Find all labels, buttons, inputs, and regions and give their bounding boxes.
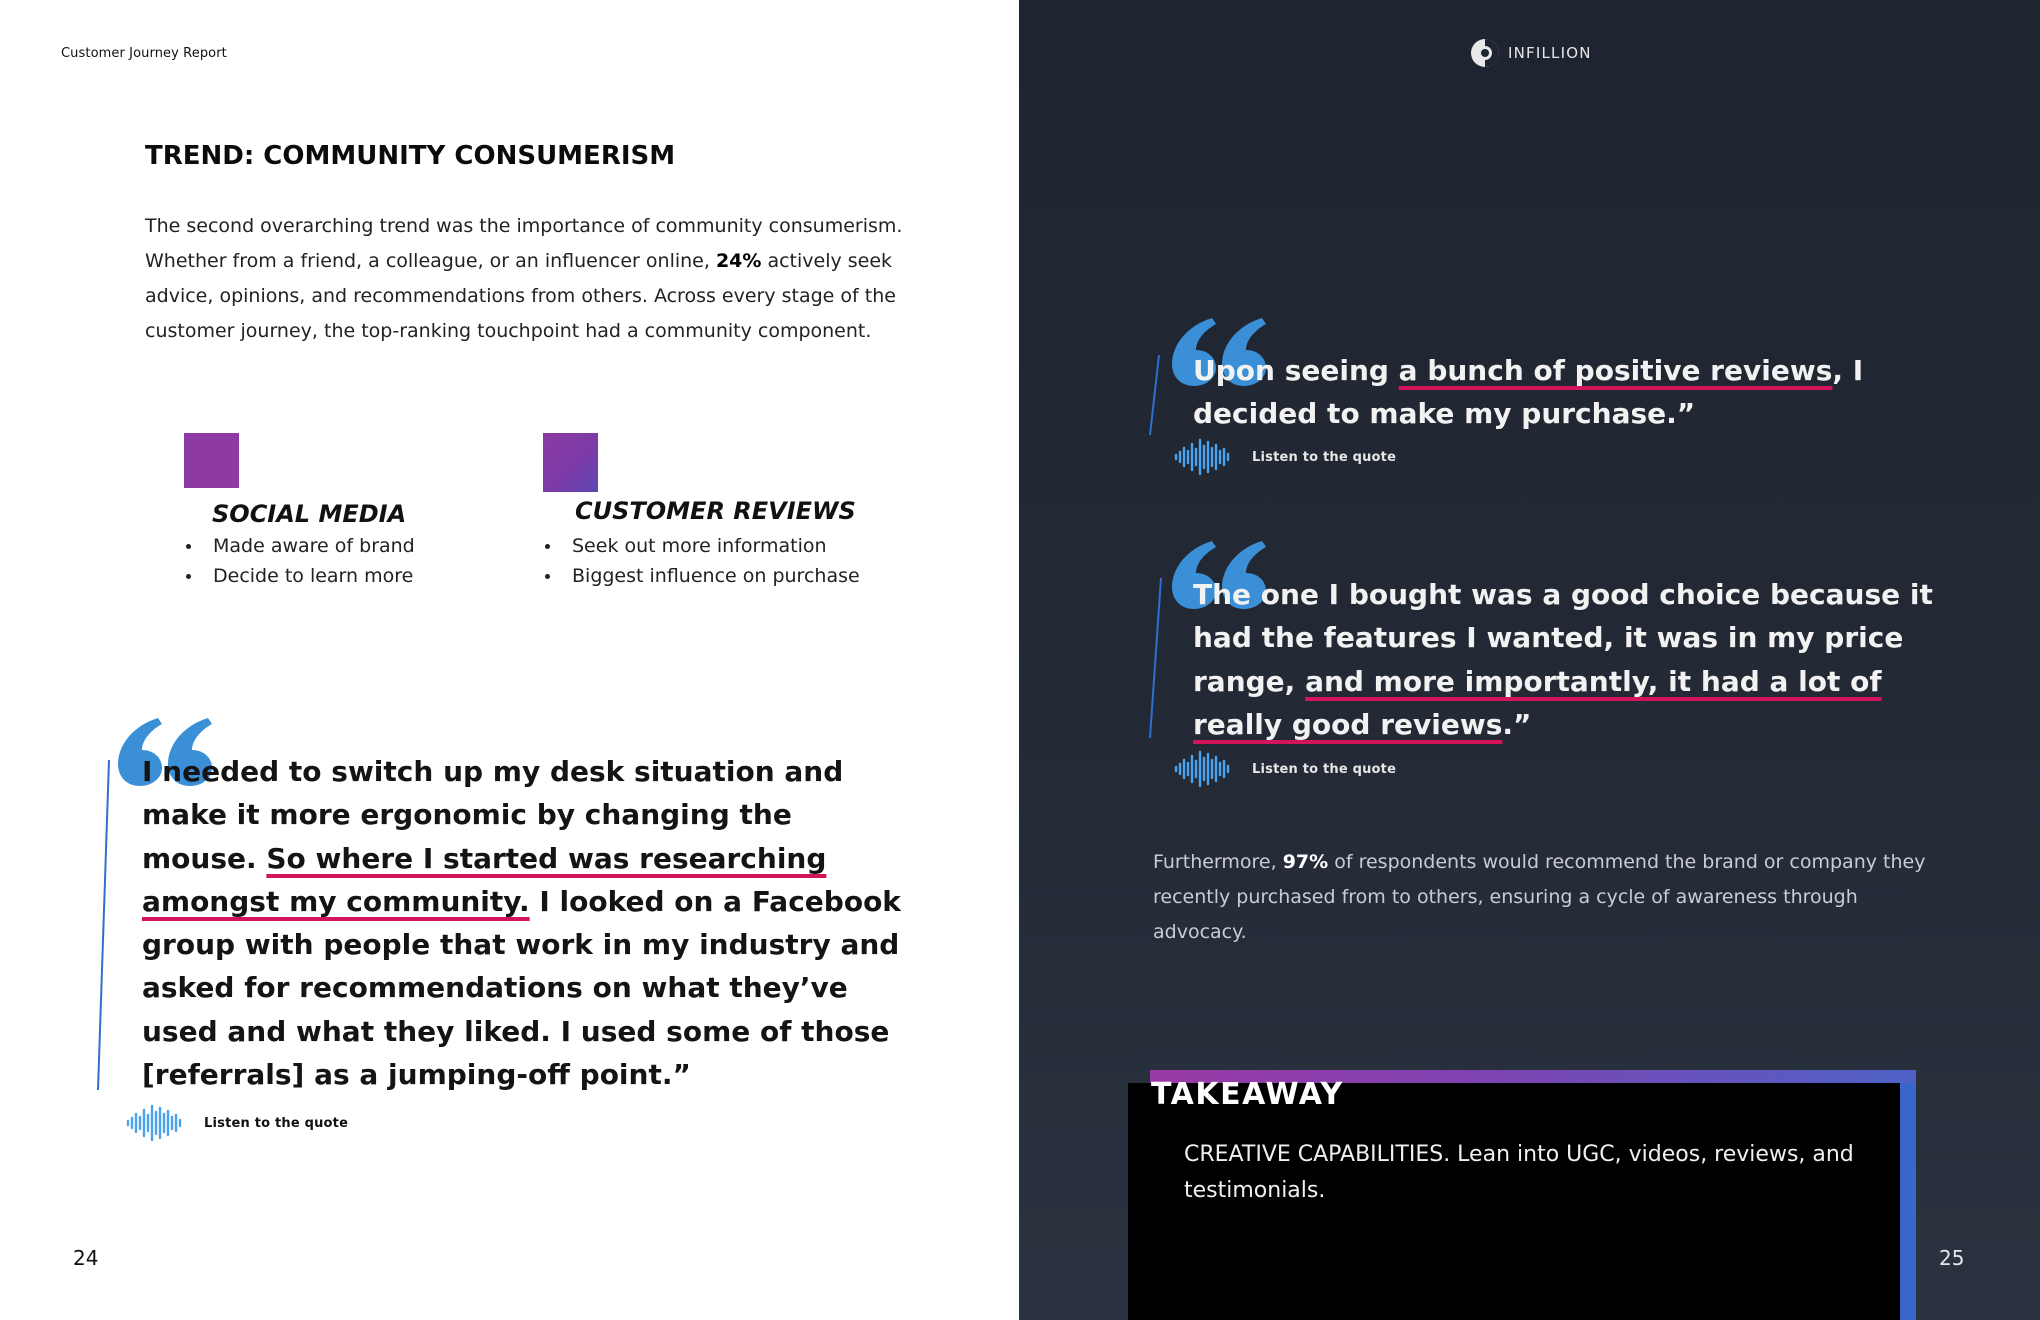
furthermore-paragraph — [1153, 845, 1933, 950]
quote-text: , I decided to make my purchase.” — [1193, 354, 1864, 431]
touchpoint-list-customer-reviews — [543, 531, 860, 591]
touchpoint-list-social-media — [184, 531, 415, 591]
intro-text-after: actively seek advice, opinions, and recommendations from others. Across every stage of the customer journey, the top-ranking touchpoint had a community component. — [145, 250, 896, 342]
soundwave-icon — [126, 1104, 184, 1142]
listen-label: Listen to the quote — [204, 1115, 349, 1131]
trend-title: TREND: COMMUNITY CONSUMERISM — [145, 141, 676, 171]
quote-text: .” — [1502, 707, 1532, 741]
listen-quote-button[interactable] — [126, 1104, 348, 1142]
furthermore-text-after: of respondents would recommend the brand or company they recently purchased from to others, ensuring a cycle of awareness through advocacy. — [1153, 851, 1926, 943]
logo-text: INFILLION — [1508, 44, 1592, 62]
listen-quote-button[interactable] — [1174, 750, 1396, 788]
list-item: Made aware of brand — [184, 531, 415, 561]
list-item: Decide to learn more — [184, 561, 415, 591]
quote-text: The one I bought was a good choice because it had the features I wanted, it was in my price range, — [1193, 578, 1933, 698]
customer-quote — [142, 750, 902, 1096]
infillion-logo — [1470, 38, 1592, 68]
soundwave-icon — [1174, 750, 1232, 788]
furthermore-stat: 97% — [1282, 851, 1329, 873]
quote-highlight: So where I started was researching amongst my community. — [142, 841, 827, 918]
quote-highlight: and more importantly, it had a lot of really good reviews — [1193, 664, 1882, 741]
takeaway-title: TAKEAWAY — [1151, 1077, 1344, 1112]
list-item: Biggest influence on purchase — [543, 561, 860, 591]
listen-label: Listen to the quote — [1252, 761, 1397, 777]
quote-bar-icon — [1148, 355, 1162, 435]
soundwave-icon — [1174, 438, 1232, 476]
listen-quote-button[interactable] — [1174, 438, 1396, 476]
page-number: 24 — [73, 1246, 99, 1270]
quote-text: Upon seeing — [1193, 354, 1399, 387]
left-page — [0, 0, 1019, 1320]
social-media-icon — [184, 433, 239, 488]
page-number: 25 — [1939, 1246, 1965, 1270]
listen-label: Listen to the quote — [1252, 449, 1397, 465]
customer-reviews-icon — [543, 433, 598, 492]
customer-quote — [1193, 349, 1973, 436]
quote-bar-icon — [96, 760, 112, 1090]
quote-bar-icon — [1148, 578, 1164, 738]
touchpoint-title-customer-reviews: CUSTOMER REVIEWS — [575, 497, 856, 525]
report-title: Customer Journey Report — [61, 46, 227, 61]
furthermore-text-before: Furthermore, — [1153, 851, 1283, 873]
intro-stat: 24% — [715, 250, 762, 272]
infillion-logo-icon — [1470, 38, 1500, 68]
quote-text: I looked on a Facebook group with people that work in my industry and asked for recommendations on what they’ve used and what they liked. I used some of those [referrals] as a jumping-off point.” — [142, 884, 901, 1092]
intro-paragraph — [145, 209, 925, 349]
list-item: Seek out more information — [543, 531, 860, 561]
customer-quote — [1193, 573, 1973, 746]
quote-highlight: a bunch of positive reviews — [1398, 354, 1833, 387]
intro-text-before: The second overarching trend was the importance of community consumerism. Whether from a friend, a colleague, or an influencer online, — [145, 215, 903, 272]
quote-text: I needed to switch up my desk situation and make it more ergonomic by changing the mouse. — [142, 755, 844, 875]
touchpoint-title-social-media: SOCIAL MEDIA — [212, 500, 407, 528]
takeaway-text: CREATIVE CAPABILITIES. Lean into UGC, videos, reviews, and testimonials. — [1184, 1142, 1854, 1203]
